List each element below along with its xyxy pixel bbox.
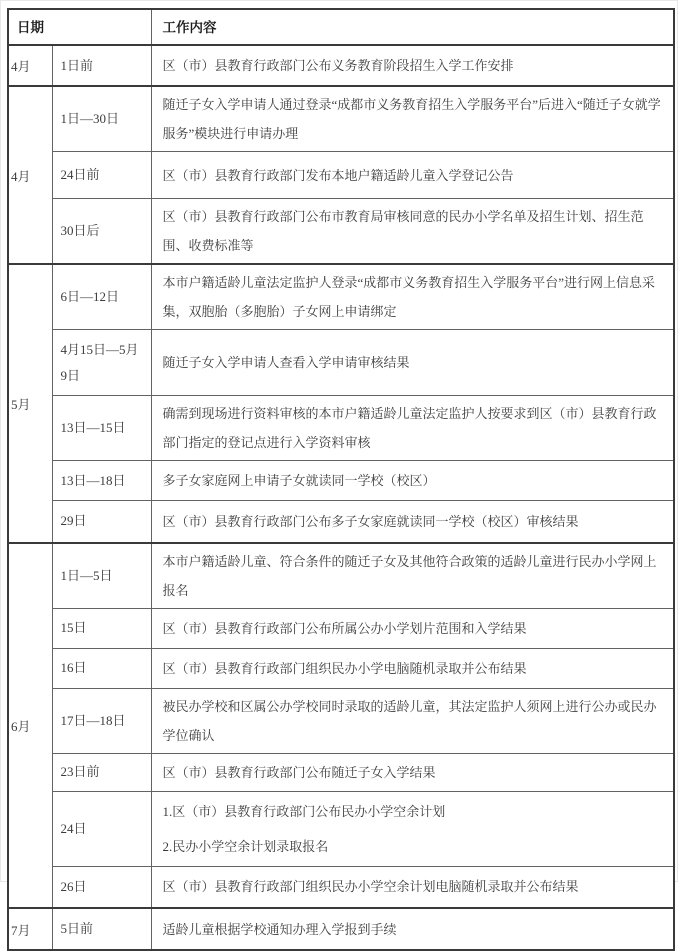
table-row	[8, 86, 674, 152]
content-cell: 区（市）县教育行政部门公布随迁子女入学结果	[151, 753, 674, 791]
column-header-content: 工作内容	[151, 9, 674, 45]
column-header-date: 日期	[8, 9, 151, 45]
date-cell: 24日前	[52, 152, 151, 199]
date-cell: 15日	[52, 608, 151, 648]
table-row	[8, 501, 674, 543]
table-row	[8, 543, 674, 609]
date-cell: 17日—18日	[52, 688, 151, 753]
content-cell: 区（市）县教育行政部门公布多子女家庭就读同一学校（校区）审核结果	[151, 501, 674, 543]
table-row	[8, 264, 674, 330]
content-cell: 区（市）县教育行政部门公布所属公办小学划片范围和入学结果	[151, 608, 674, 648]
table-row	[8, 199, 674, 265]
table-row	[8, 396, 674, 461]
table-row	[8, 608, 674, 648]
content-cell: 本市户籍适龄儿童法定监护人登录“成都市义务教育招生入学服务平台”进行网上信息采集，双胞胎（多胞胎）子女网上申请绑定	[151, 264, 674, 330]
table-row	[8, 461, 674, 501]
content-cell: 随迁子女入学申请人通过登录“成都市义务教育招生入学服务平台”后进入“随迁子女就学服务”模块进行申请办理	[151, 86, 674, 152]
content-cell: 多子女家庭网上申请子女就读同一学校（校区）	[151, 461, 674, 501]
content-cell: 区（市）县教育行政部门公布市教育局审核同意的民办小学名单及招生计划、招生范围、收费标准等	[151, 199, 674, 265]
content-cell: 确需到现场进行资料审核的本市户籍适龄儿童法定监护人按要求到区（市）县教育行政部门指定的登记点进行入学资料审核	[151, 396, 674, 461]
table-row	[8, 648, 674, 688]
table-row	[8, 688, 674, 753]
date-cell: 6日—12日	[52, 264, 151, 330]
date-cell: 1日—5日	[52, 543, 151, 609]
month-cell: 5月	[8, 264, 52, 543]
month-cell: 4月	[8, 45, 52, 86]
date-cell: 16日	[52, 648, 151, 688]
content-cell: 适龄儿童根据学校通知办理入学报到手续	[151, 908, 674, 950]
date-cell: 13日—15日	[52, 396, 151, 461]
table-row	[8, 330, 674, 396]
month-cell: 7月	[8, 908, 52, 950]
table-row	[8, 866, 674, 908]
content-line: 2.民办小学空余计划录取报名	[162, 838, 329, 854]
content-cell: 随迁子女入学申请人查看入学申请审核结果	[151, 330, 674, 396]
date-cell: 24日	[52, 791, 151, 866]
date-cell: 1日前	[52, 45, 151, 86]
date-cell: 13日—18日	[52, 461, 151, 501]
table-header-row	[8, 9, 674, 45]
content-cell: 区（市）县教育行政部门组织民办小学电脑随机录取并公布结果	[151, 648, 674, 688]
table-row	[8, 908, 674, 950]
enrollment-schedule-table	[7, 8, 675, 951]
date-cell: 1日—30日	[52, 86, 151, 152]
content-cell: 区（市）县教育行政部门公布义务教育阶段招生入学工作安排	[151, 45, 674, 86]
date-cell: 5日前	[52, 908, 151, 950]
content-cell: 本市户籍适龄儿童、符合条件的随迁子女及其他符合政策的适龄儿童进行民办小学网上报名	[151, 543, 674, 609]
table-row	[8, 753, 674, 791]
month-cell: 6月	[8, 543, 52, 909]
schedule-table-body	[8, 45, 674, 950]
content-cell: 被民办学校和区属公办学校同时录取的适龄儿童，其法定监护人须网上进行公办或民办学位确认	[151, 688, 674, 753]
content-cell	[151, 791, 674, 866]
content-line: 1.区（市）县教育行政部门公布民办小学空余计划	[162, 803, 446, 819]
content-cell: 区（市）县教育行政部门组织民办小学空余计划电脑随机录取并公布结果	[151, 866, 674, 908]
table-row	[8, 152, 674, 199]
content-cell: 区（市）县教育行政部门发布本地户籍适龄儿童入学登记公告	[151, 152, 674, 199]
date-cell: 4月15日—5月9日	[52, 330, 151, 396]
table-row	[8, 45, 674, 86]
date-cell: 23日前	[52, 753, 151, 791]
month-cell: 4月	[8, 86, 52, 264]
date-cell: 26日	[52, 866, 151, 908]
table-row	[8, 791, 674, 866]
date-cell: 29日	[52, 501, 151, 543]
date-cell: 30日后	[52, 199, 151, 265]
